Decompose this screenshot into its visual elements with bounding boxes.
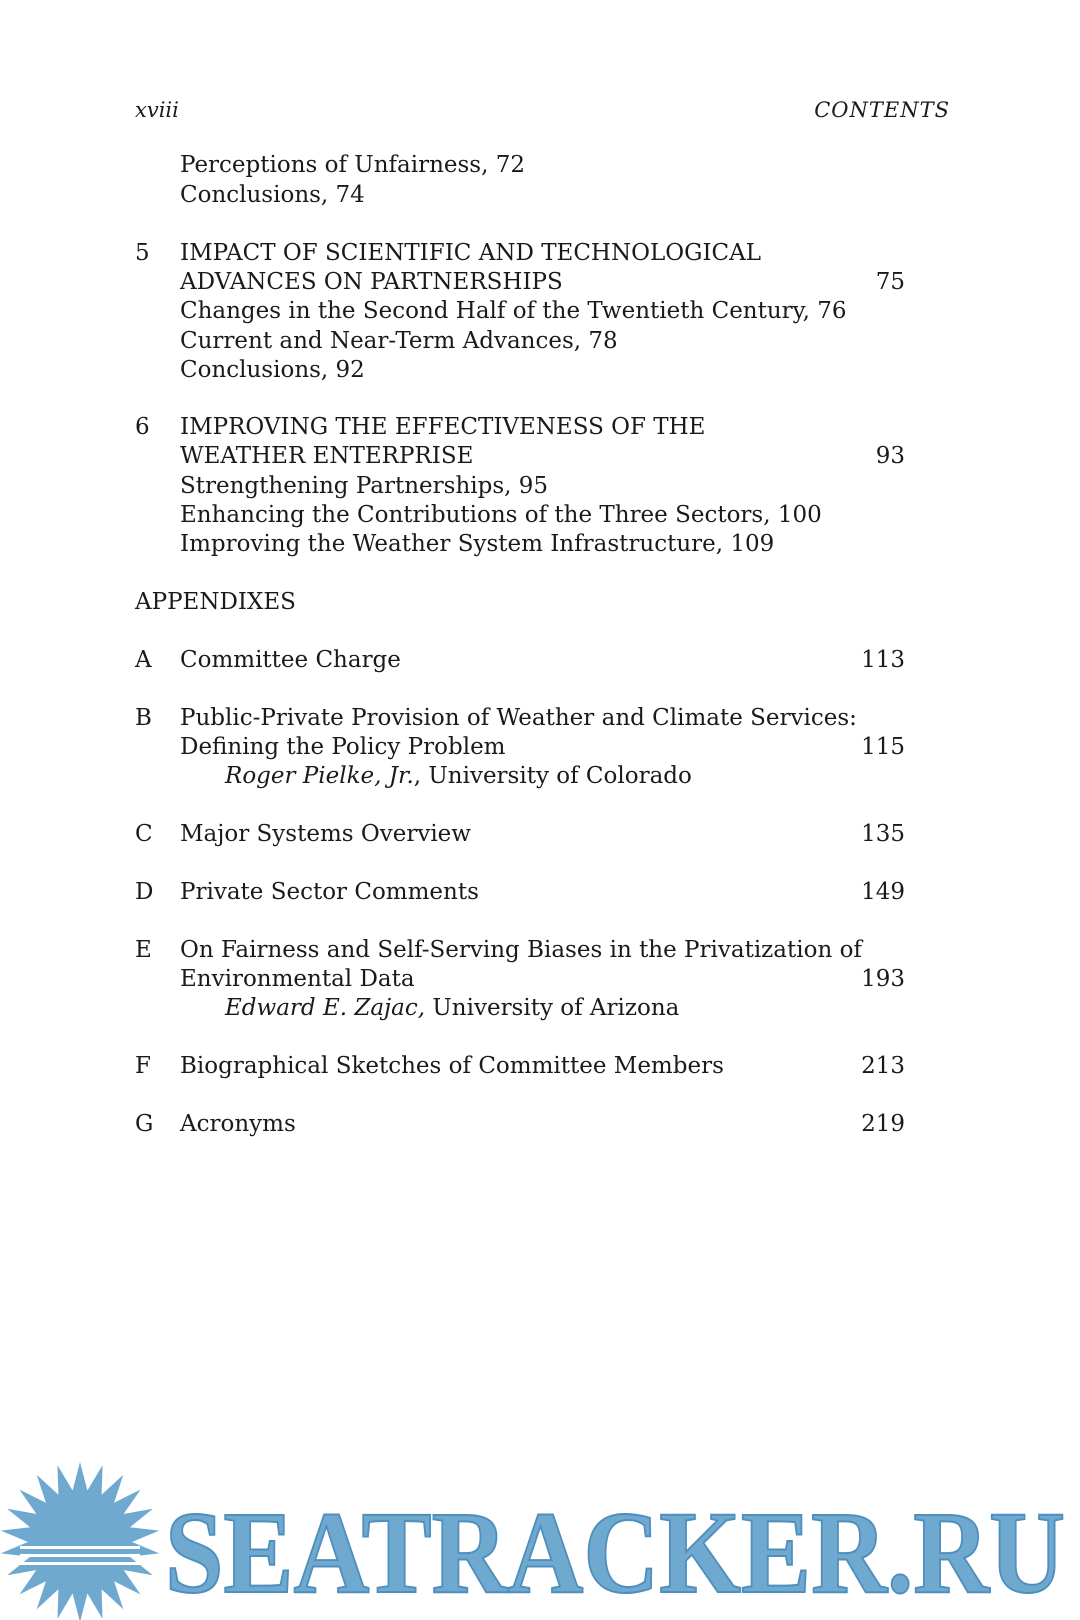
toc-subentry: Current and Near-Term Advances, 78 bbox=[180, 328, 618, 354]
appendix-page-number: 213 bbox=[861, 1053, 905, 1079]
appendix-letter: D bbox=[135, 879, 154, 905]
appendix-title: Environmental Data bbox=[180, 966, 415, 992]
toc-subentry: Enhancing the Contributions of the Three Sectors, 100 bbox=[180, 502, 822, 528]
page-number-label: xviii bbox=[135, 98, 179, 122]
appendix-page-number: 135 bbox=[861, 821, 905, 847]
appendix-letter: B bbox=[135, 705, 152, 731]
toc-subentry: Improving the Weather System Infrastructure, 109 bbox=[180, 531, 775, 557]
chapter-title: IMPACT OF SCIENTIFIC AND TECHNOLOGICAL bbox=[180, 240, 762, 266]
toc-subentry: Conclusions, 92 bbox=[180, 357, 365, 383]
chapter-page-number: 93 bbox=[875, 443, 905, 469]
appendix-page-number: 193 bbox=[861, 966, 905, 992]
appendix-title: Major Systems Overview bbox=[180, 821, 471, 847]
watermark-text: SEATRACKER.RU bbox=[165, 1487, 1065, 1618]
chapter-number: 5 bbox=[135, 240, 150, 266]
appendix-title: Defining the Policy Problem bbox=[180, 734, 506, 760]
appendix-letter: E bbox=[135, 937, 152, 963]
appendix-title: Public-Private Provision of Weather and Climate Services: bbox=[180, 705, 857, 731]
appendix-title: On Fairness and Self-Serving Biases in the Privatization of bbox=[180, 937, 862, 963]
sunburst-icon bbox=[1, 1462, 159, 1620]
appendix-title: Private Sector Comments bbox=[180, 879, 479, 905]
toc-subentry: Changes in the Second Half of the Twentieth Century, 76 bbox=[180, 298, 847, 324]
appendix-author: Edward E. Zajac, bbox=[225, 995, 426, 1021]
appendix-page-number: 219 bbox=[861, 1111, 905, 1137]
appendixes-heading: APPENDIXES bbox=[135, 589, 296, 615]
appendix-author: Roger Pielke, Jr. bbox=[225, 763, 414, 789]
chapter-page-number: 75 bbox=[875, 269, 905, 295]
chapter-number: 6 bbox=[135, 414, 150, 440]
chapter-title: ADVANCES ON PARTNERSHIPS bbox=[180, 269, 563, 295]
chapter-title: IMPROVING THE EFFECTIVENESS OF THE bbox=[180, 414, 706, 440]
watermark-logo bbox=[0, 1460, 1080, 1620]
appendix-letter: F bbox=[135, 1053, 151, 1079]
running-head-title: CONTENTS bbox=[814, 98, 950, 122]
appendix-title: Committee Charge bbox=[180, 647, 401, 673]
appendix-affiliation: , University of Colorado bbox=[413, 763, 692, 789]
appendix-title: Acronyms bbox=[180, 1111, 296, 1137]
toc-subentry: Conclusions, 74 bbox=[180, 182, 365, 208]
appendix-page-number: 113 bbox=[861, 647, 905, 673]
appendix-author-line bbox=[225, 761, 692, 791]
appendix-letter: G bbox=[135, 1111, 154, 1137]
toc-subentry: Perceptions of Unfairness, 72 bbox=[180, 152, 525, 178]
chapter-title: WEATHER ENTERPRISE bbox=[180, 443, 474, 469]
appendix-page-number: 149 bbox=[861, 879, 905, 905]
appendix-title: Biographical Sketches of Committee Members bbox=[180, 1053, 724, 1079]
appendix-page-number: 115 bbox=[861, 734, 905, 760]
appendix-letter: C bbox=[135, 821, 153, 847]
appendix-author-line bbox=[225, 993, 679, 1023]
appendix-letter: A bbox=[135, 647, 152, 673]
toc-subentry: Strengthening Partnerships, 95 bbox=[180, 473, 549, 499]
appendix-affiliation: University of Arizona bbox=[425, 995, 680, 1021]
